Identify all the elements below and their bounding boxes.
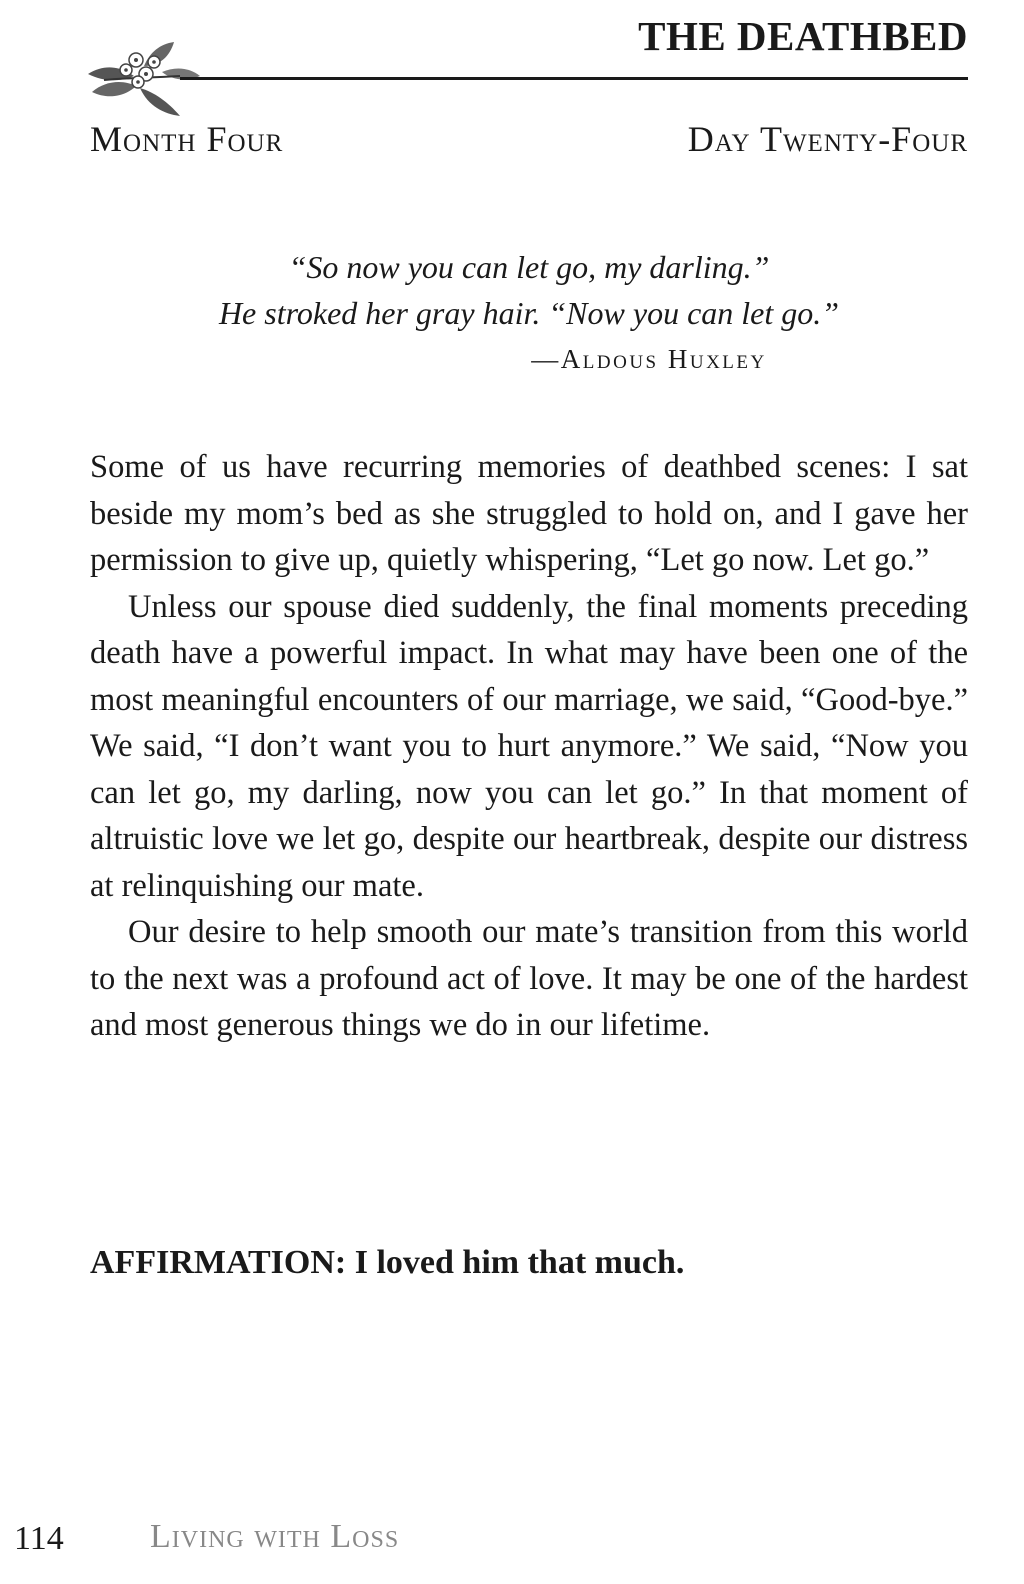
page-title: THE DEATHBED [638, 13, 968, 59]
day-label: Day Twenty-Four [687, 119, 968, 159]
epigraph-attribution: —Aldous Huxley [531, 344, 767, 374]
book-title: Living with Loss [150, 1518, 400, 1555]
paragraph: Some of us have recurring memories of deathbed scenes: I sat beside my mom’s bed as she struggled to hold on, and I gave her permission to give up, quietly whispering, “Let go now. Let go.” [90, 449, 968, 578]
page-number: 114 [14, 1520, 64, 1557]
epigraph-line: He stroked her gray hair. “Now you can let go.” [218, 295, 840, 331]
header-rule [180, 77, 968, 80]
epigraph-line: “So now you can let go, my darling.” [288, 249, 770, 285]
epigraph [90, 244, 968, 382]
paragraph: Unless our spouse died suddenly, the final moments preceding death have a powerful impact. In what may have been one of the most meaningful encounters of our marriage, we said, “Good-bye.” We said, “I don’t want you to hurt anymore.” We said, “Now you can let go, my darling, now you can let go.” In that moment of altruistic love we let go, despite our heartbreak, despite our distress at relinquishing our mate. [90, 588, 968, 904]
affirmation: AFFIRMATION: I loved him that much. [90, 1244, 685, 1281]
paragraph: Our desire to help smooth our mate’s transition from this world to the next was a profound act of love. It may be one of the hardest and most generous things we do in our lifetime. [90, 914, 968, 1043]
body-text [90, 444, 968, 1049]
month-label: Month Four [90, 119, 284, 159]
